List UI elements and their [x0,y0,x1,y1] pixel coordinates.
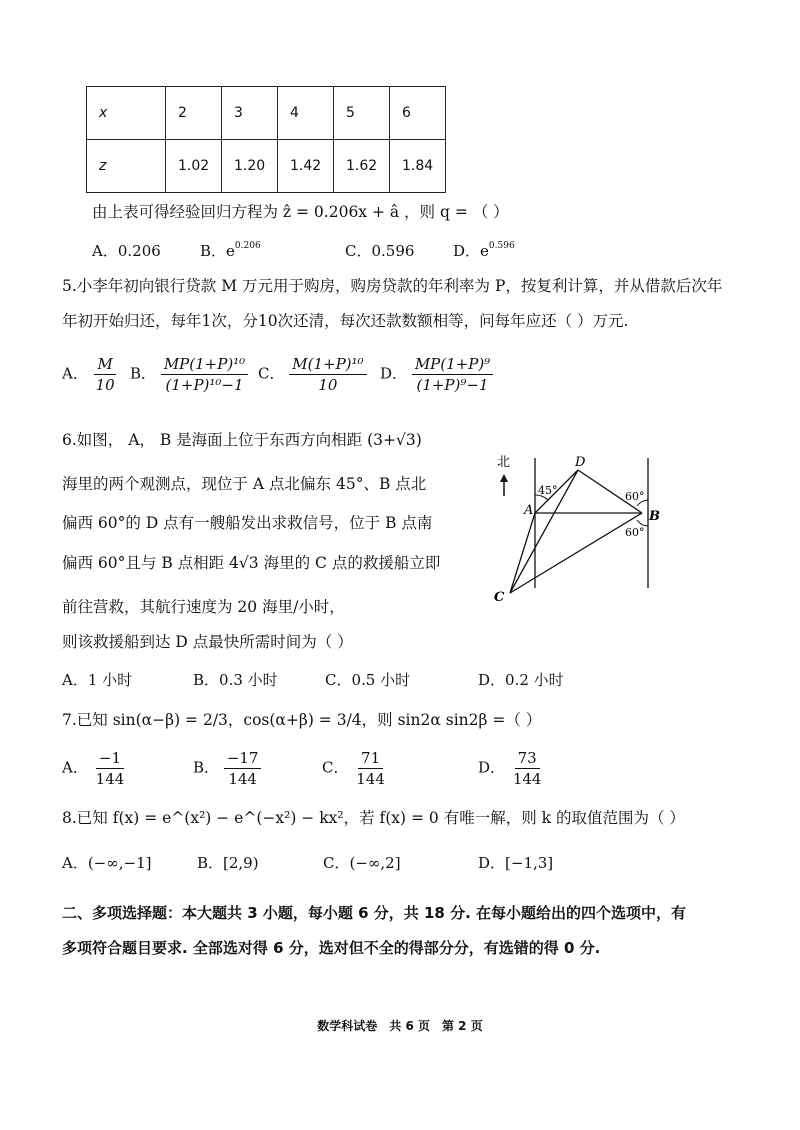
numerator: 71 [358,748,383,769]
q6-option-b: B．0.3 小时 [193,671,278,689]
point-a-label: A [524,503,534,518]
q6-option-c: C．0.5 小时 [325,671,411,689]
numerator: MP(1+P)⁹ [412,354,493,375]
point-b-label: B [649,509,660,524]
q5-line2: 年初开始归还，每年1次，分10次还清，每次还款数额相等，问每年应还（ ）万元. [62,312,629,330]
denominator: 10 [318,376,338,394]
fraction [353,748,388,789]
point-d-label: D [575,455,586,470]
option-label: A． [62,364,88,383]
option-label: B． [200,242,227,260]
q4-option-b [200,240,261,261]
q8-option-b: B．[2,9) [197,854,259,872]
option-label: D． [380,364,408,383]
north-label: 北 [497,455,511,470]
segment-ac [510,513,535,593]
numerator: MP(1+P)¹⁰ [161,354,248,375]
fraction [510,748,545,789]
option-label: A． [62,758,88,777]
q7-option-c [322,748,388,789]
exponent: 0.206 [234,241,261,251]
numerator: −1 [96,748,124,769]
row-label: x [87,87,166,140]
denominator: 144 [228,770,257,788]
q6-option-d: D．0.2 小时 [478,671,564,689]
q8-option-c: C．(−∞,2] [323,854,401,872]
exponent: 0.596 [488,241,515,251]
segment-bc [510,513,642,593]
q6-line6: 则该救援船到达 D 点最快所需时间为（ ） [62,633,353,651]
row-label: z [87,140,166,193]
q8-option-d: D．[−1,3] [478,854,554,872]
denominator: 144 [95,770,125,788]
table-cell: 1.62 [334,140,390,193]
angle-b-bottom-label: 60° [625,526,645,539]
table-cell: 2 [166,87,222,140]
denominator: (1+P)¹⁰−1 [165,376,244,394]
q6-line1: 6.如图， A， B 是海面上位于东西方向相距 (3+√3) [62,431,422,449]
table-cell: 1.42 [278,140,334,193]
point-c-label: C [494,590,505,605]
fraction [93,748,128,789]
q4-option-a: A．0.206 [92,242,161,260]
q7-option-b [193,748,261,789]
q6-line3: 偏西 60°的 D 点有一艘船发出求救信号，位于 B 点南 [62,514,433,532]
fraction [93,354,118,395]
section2-line1: 二、多项选择题：本大题共 3 小题，每小题 6 分，共 18 分. 在每小题给出的四个选项中，有 [62,904,687,922]
option-label: B． [193,758,220,777]
q7-stem: 7.已知 sin(α−β) = 2/3，cos(α+β) = 3/4，则 sin2α sin2β =（ ） [62,711,542,729]
q4-stem: 由上表可得经验回归方程为 ẑ = 0.206x + â ，则 q = （ ） [92,203,509,221]
denominator: 10 [95,376,115,394]
denominator: 144 [512,770,542,788]
q6-line2: 海里的两个观测点，现位于 A 点北偏东 45°、B 点北 [62,475,427,493]
q4-option-d [453,240,515,261]
table-cell: 1.84 [390,140,446,193]
q5-option-b [130,354,248,395]
table-row-x [87,87,446,140]
numerator: 73 [515,748,540,769]
data-table [86,86,446,193]
table-cell: 3 [222,87,278,140]
table-cell: 1.20 [222,140,278,193]
fraction [412,354,493,395]
fraction [224,748,262,789]
q7-option-a [62,748,127,789]
q6-option-a: A．1 小时 [62,671,133,689]
q5-option-a [62,354,118,395]
numerator: −17 [224,748,262,769]
numerator: M(1+P)¹⁰ [289,354,366,375]
angle-a-label: 45° [538,484,558,497]
option-label: C． [258,364,285,383]
q5-line1: 5.小李年初向银行贷款 M 万元用于购房，购房贷款的年利率为 P，按复利计算，并从借款后次年 [62,277,723,295]
q5-option-d [380,354,493,395]
section2-line2: 多项符合题目要求. 全部选对得 6 分，选对但不全的得部分分，有选错的得 0 分. [62,939,601,957]
rescue-geometry-figure [480,448,680,613]
table-cell: 6 [390,87,446,140]
table-cell: 4 [278,87,334,140]
q8-option-a: A．(−∞,−1] [62,854,152,872]
q5-option-c [258,354,367,395]
option-label: C． [322,758,349,777]
exp-base: e [226,242,235,260]
q4-option-c: C．0.596 [345,242,415,260]
numerator: M [94,354,115,375]
q6-line4: 偏西 60°且与 B 点相距 4√3 海里的 C 点的救援船立即 [62,554,441,572]
fraction [161,354,248,395]
page-footer: 数学科试卷 共 6 页 第 2 页 [317,1019,483,1033]
denominator: (1+P)⁹−1 [416,376,489,394]
table-row-z [87,140,446,193]
option-label: B． [130,364,157,383]
exp-base: e [480,242,489,260]
angle-b-top-label: 60° [625,490,645,503]
q6-line5: 前往营救，其航行速度为 20 海里/小时， [62,598,345,616]
option-label: D． [478,758,506,777]
denominator: 144 [356,770,385,788]
q8-stem: 8.已知 f(x) = e^(x²) − e^(−x²) − kx²，若 f(x) = 0 有唯一解，则 k 的取值范围为（ ） [62,809,685,827]
table-cell: 1.02 [166,140,222,193]
option-label: D． [453,242,481,260]
fraction [289,354,366,395]
q7-option-d [478,748,544,789]
table-cell: 5 [334,87,390,140]
